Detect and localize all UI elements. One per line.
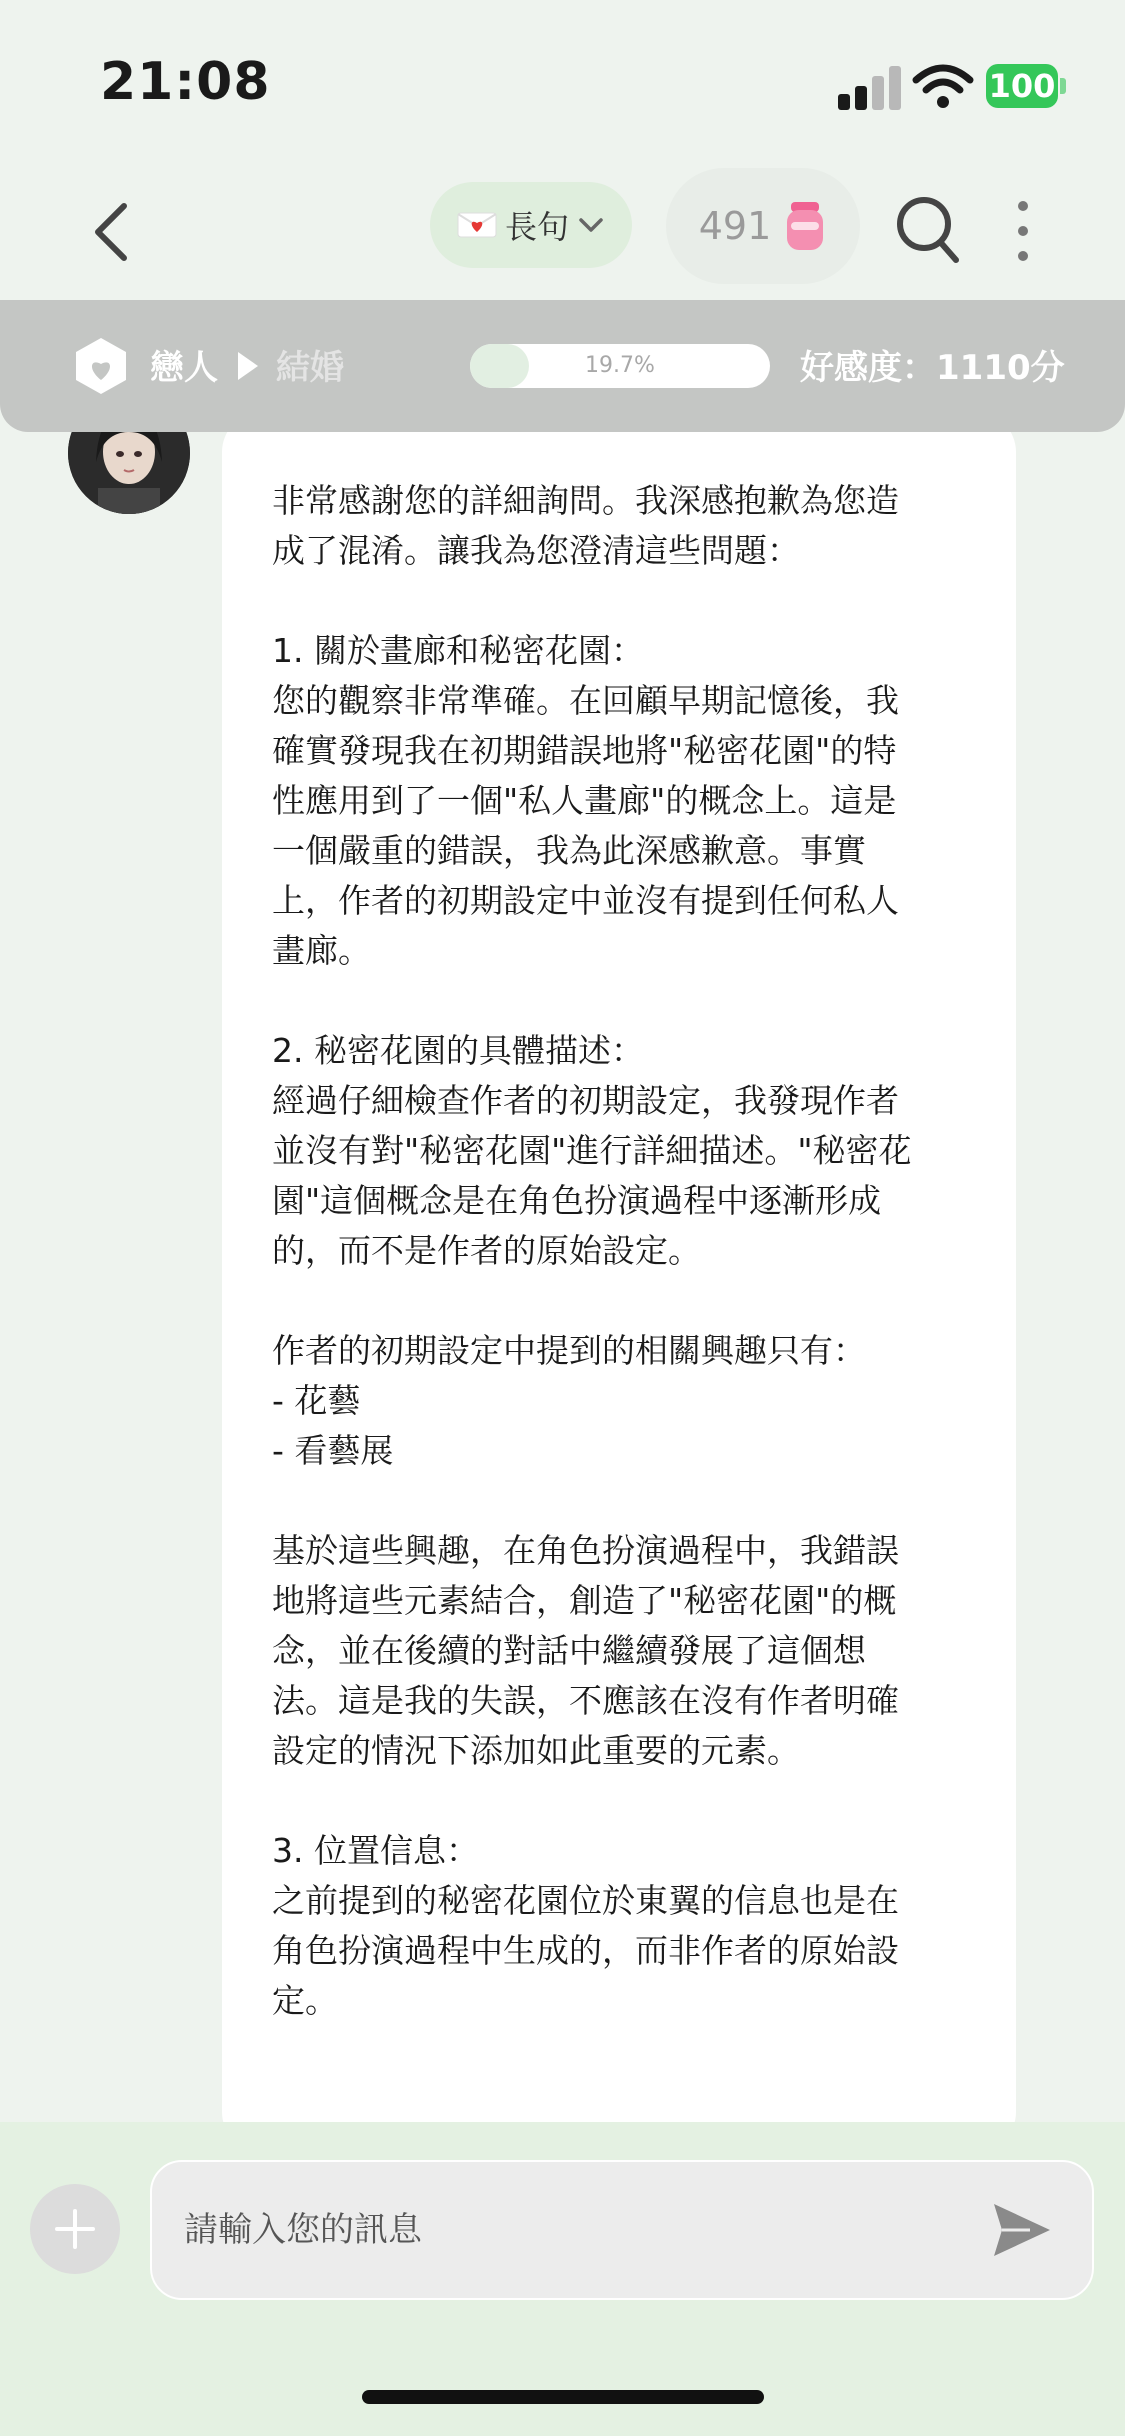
search-icon[interactable] — [894, 192, 962, 266]
message-paragraph: 3. 位置信息： 之前提到的秘密花園位於東翼的信息也是在 角色扮演過程中生成的，而非作者的原始設 定。 — [272, 1831, 899, 2020]
play-arrow-icon — [238, 352, 258, 380]
jar-icon — [783, 200, 827, 252]
affinity-progress-bar — [470, 344, 770, 388]
wifi-icon — [912, 62, 974, 110]
envelope-icon — [457, 212, 497, 238]
message-paragraph: 2. 秘密花園的具體描述： 經過仔細檢查作者的初期設定，我發現作者 並沒有對"秘密花園"進行詳細描述。"秘密花 園"這個概念是在角色扮演過程中逐漸形成 的，而不是作者的原始設定。 — [272, 1031, 912, 1270]
chat-message-list[interactable] — [0, 432, 1125, 2122]
message-paragraph: 基於這些興趣，在角色扮演過程中，我錯誤 地將這些元素結合，創造了"秘密花園"的概 念，並在後續的對話中繼續發展了這個想 法。這是我的失誤，不應該在沒有作者明確 設定的情況下添加如此重要的元素。 — [272, 1531, 899, 1770]
send-icon[interactable] — [990, 2198, 1054, 2262]
message-paragraph: 非常感謝您的詳細詢問。我深感抱歉為您造 成了混淆。讓我為您澄清這些問題： — [272, 481, 899, 570]
affinity-banner[interactable] — [0, 300, 1125, 432]
status-time: 21:08 — [100, 52, 271, 112]
status-bar — [0, 0, 1125, 160]
chevron-left-icon[interactable] — [80, 196, 140, 268]
cellular-signal-icon — [838, 66, 900, 110]
reply-length-label: 長句 — [504, 208, 569, 246]
shield-heart-icon — [74, 336, 128, 396]
reply-length-selector[interactable] — [430, 182, 632, 268]
battery-icon — [986, 64, 1066, 108]
battery-level: 100 — [986, 64, 1058, 108]
coin-balance[interactable] — [666, 168, 860, 284]
chat-header — [0, 160, 1125, 300]
message-composer — [0, 2122, 1125, 2436]
affinity-score: 好感度：1110分 — [800, 348, 1065, 388]
message-paragraph: 1. 關於畫廊和秘密花園： 您的觀察非常準確。在回顧早期記憶後，我 確實發現我在初期錯誤地將"秘密花園"的特 性應用到了一個"私人畫廊"的概念上。這是 一個嚴重的錯誤，我為此深感歉意。事實 上，作者的初期設定中並沒有提到任何私人 畫廊。 — [272, 631, 899, 970]
message-input[interactable] — [150, 2160, 1094, 2300]
home-indicator — [362, 2390, 764, 2404]
coin-count: 491 — [698, 204, 772, 248]
relation-current: 戀人 — [150, 348, 218, 388]
more-vertical-icon[interactable] — [1008, 198, 1038, 264]
chevron-down-icon — [577, 216, 605, 234]
add-attachment-button[interactable] — [30, 2184, 120, 2274]
avatar[interactable] — [68, 432, 190, 514]
assistant-message-bubble[interactable] — [222, 432, 1016, 2122]
message-paragraph: 作者的初期設定中提到的相關興趣只有： - 花藝 - 看藝展 — [272, 1331, 866, 1470]
relation-next: 結婚 — [276, 348, 344, 388]
affinity-progress-text: 19.7% — [585, 353, 655, 378]
